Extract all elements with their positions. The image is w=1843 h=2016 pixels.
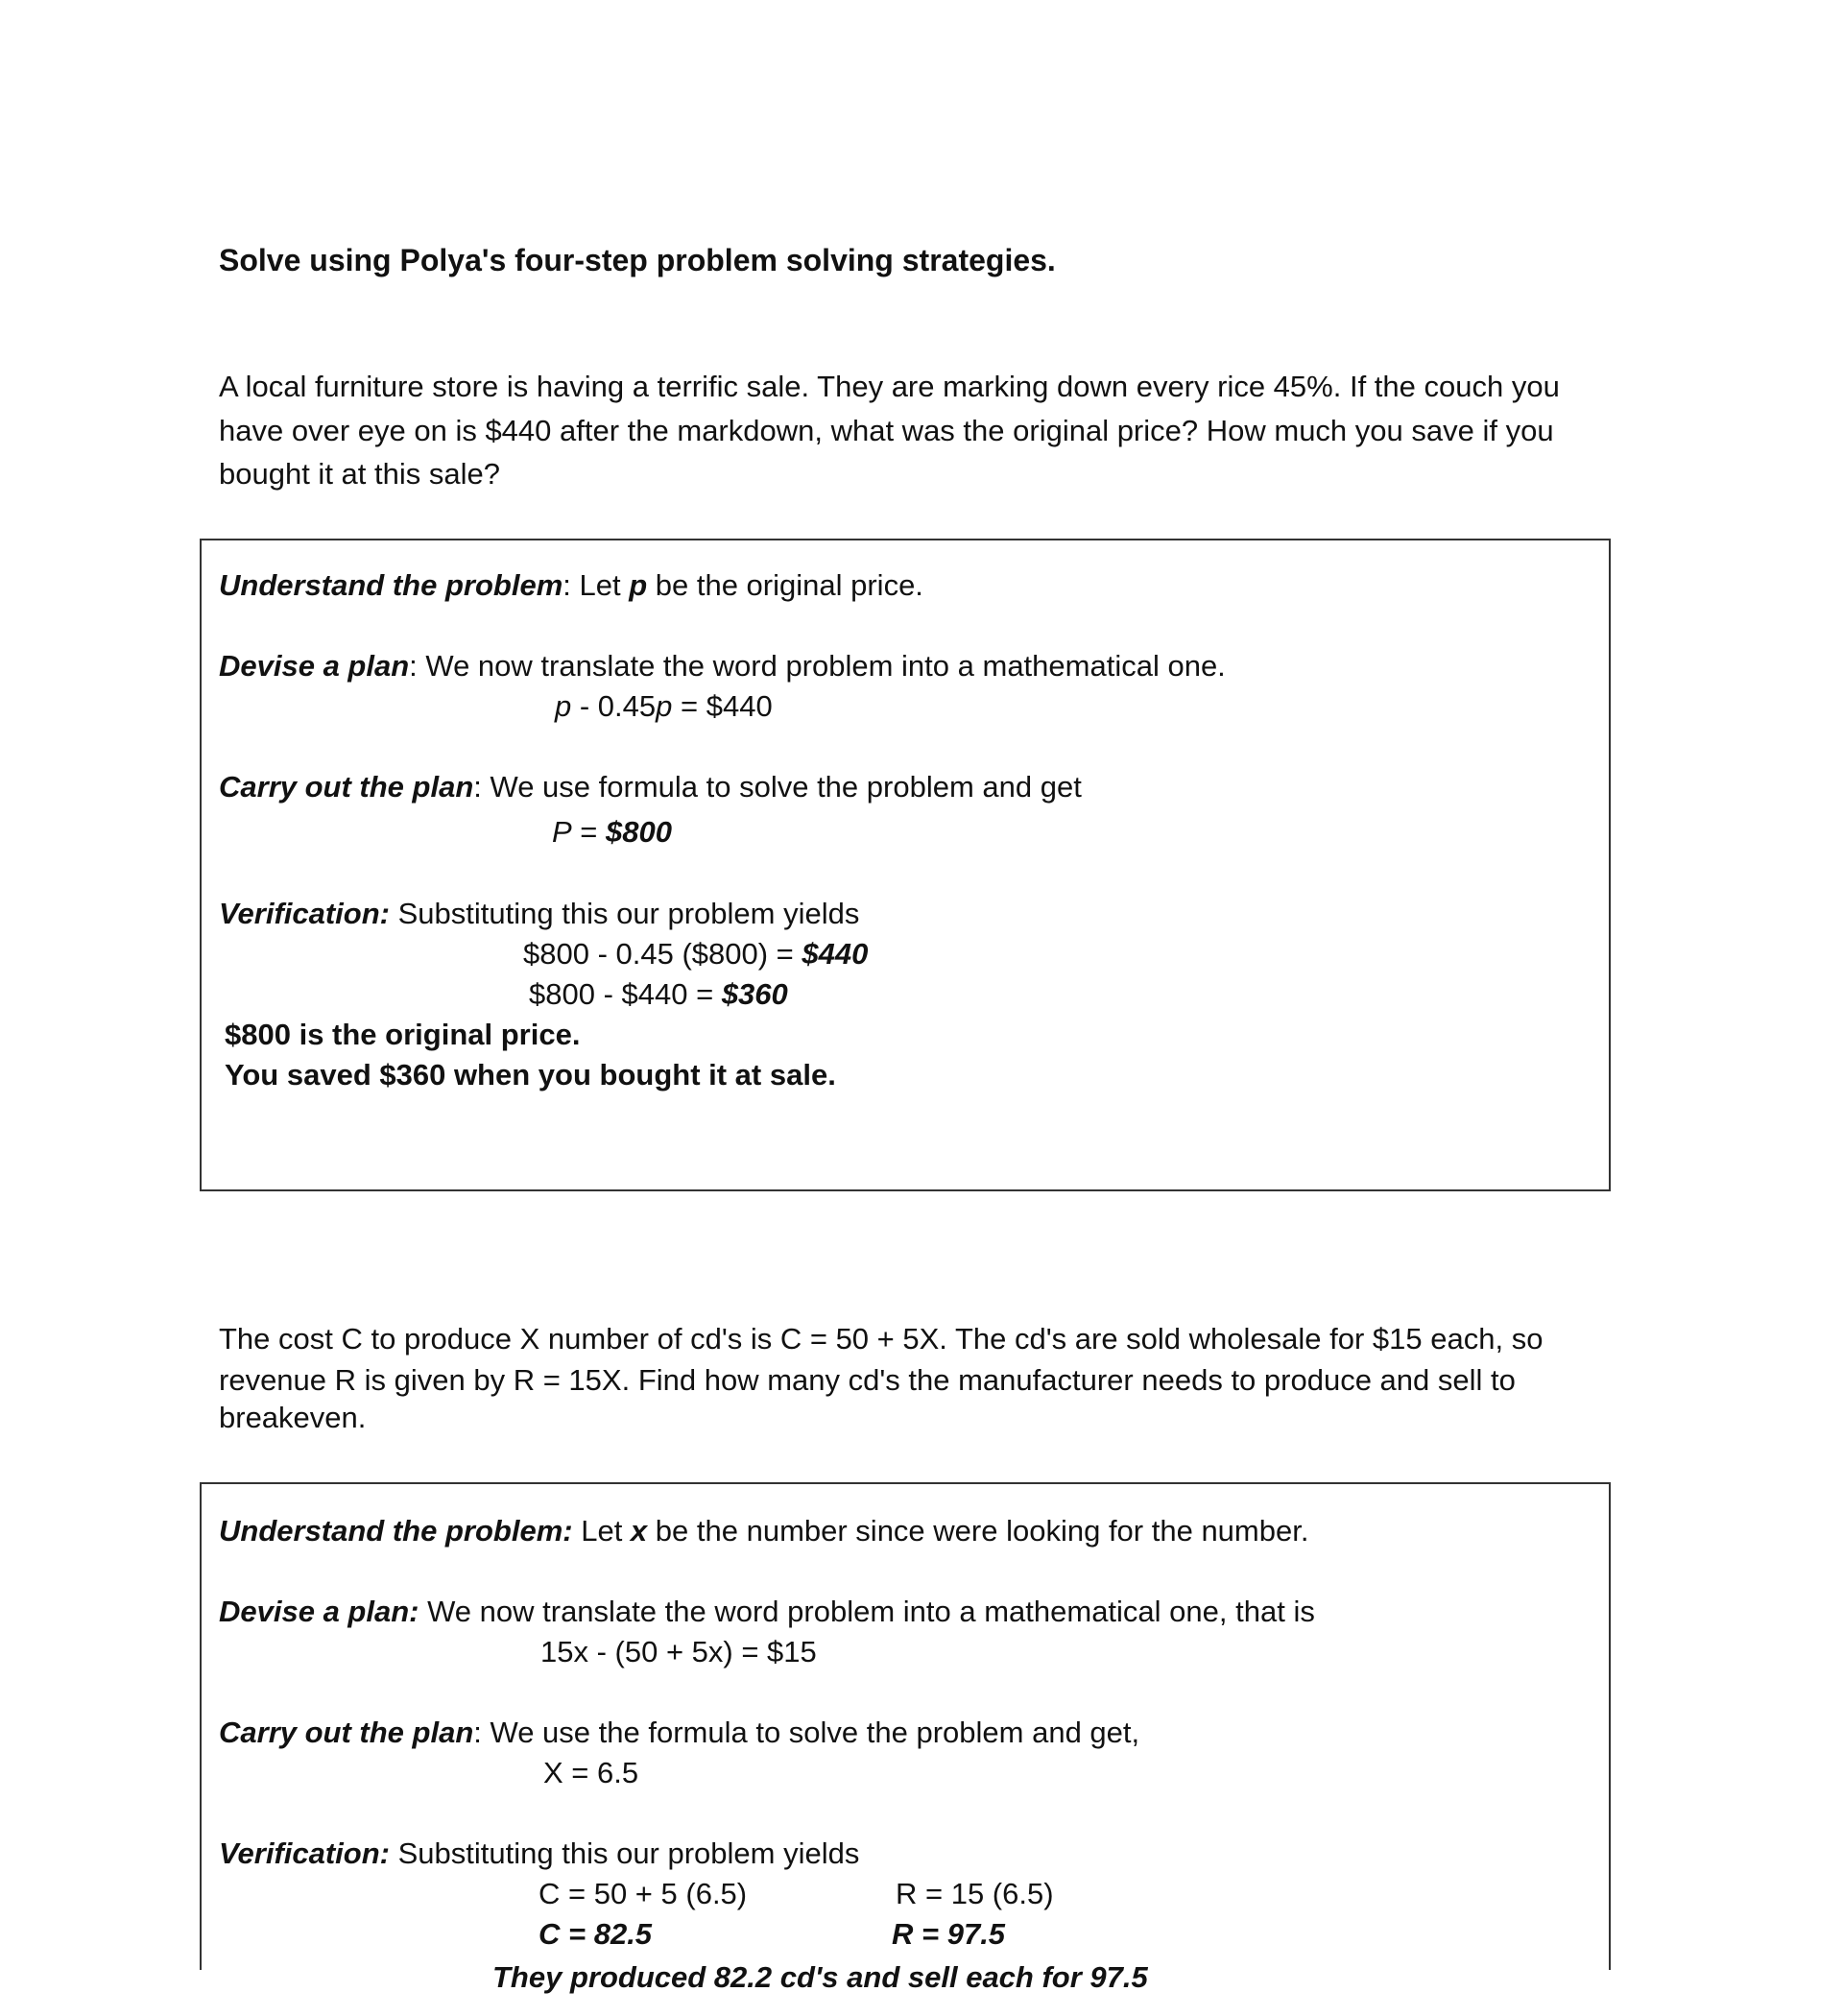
problem-1-statement: [219, 365, 1601, 495]
p2-carry-text: : We use the formula to solve the problem and get,: [473, 1716, 1140, 1749]
p2-devise-row: [219, 1593, 1315, 1631]
p1-devise-text: : We now translate the word problem into a mathematical one.: [409, 649, 1226, 683]
p1-verify-label: Verification:: [219, 897, 390, 930]
problem-2-line: breakeven.: [219, 1401, 367, 1434]
p1-verify-row: [219, 895, 859, 933]
p1-understand-label: Understand the problem: [219, 568, 563, 602]
p1-conclusion-1: $800 is the original price.: [225, 1018, 581, 1051]
p1-verify-expr: $800 - $440 =: [529, 977, 722, 1011]
problem-2-line: The cost C to produce X number of cd's is C = 50 + 5X. The cd's are sold wholesale for $15 each, so: [219, 1322, 1544, 1356]
p2-verify-label: Verification:: [219, 1836, 390, 1870]
p1-devise-equation: [555, 687, 773, 726]
p1-verify-expr: $800 - 0.45 ($800) =: [523, 937, 802, 971]
p2-verify-revenue-value: R = 97.5: [892, 1917, 1006, 1951]
p1-verify-line-2: [529, 975, 788, 1014]
p2-verify-row: [219, 1835, 859, 1873]
p1-result-var: P: [552, 815, 572, 849]
p1-devise-row: [219, 647, 1226, 685]
p2-conclusion: They produced 82.2 cd's and sell each for 97.5: [492, 1960, 1148, 1994]
p1-eq-mid: - 0.45: [571, 689, 657, 723]
p1-eq-rest: = $440: [672, 689, 773, 723]
problem-2-line: revenue R is given by R = 15X. Find how many cd's the manufacturer needs to produce and sell to: [219, 1363, 1516, 1397]
p1-verify-text: Substituting this our problem yields: [390, 897, 860, 930]
p1-devise-label: Devise a plan: [219, 649, 410, 683]
p2-carry-row: [219, 1714, 1139, 1752]
p1-understand-row: [219, 566, 923, 605]
p1-understand-sep: : Let: [562, 568, 630, 602]
page-title: Solve using Polya's four-step problem solving strategies.: [219, 243, 1056, 277]
p1-understand-text: be the original price.: [647, 568, 923, 602]
p2-devise-label: Devise a plan:: [219, 1595, 419, 1628]
p1-verify-value: $360: [721, 977, 788, 1011]
p2-understand-var: x: [630, 1514, 648, 1548]
p1-result-eq: =: [571, 815, 607, 849]
p2-verify-text: Substituting this our problem yields: [390, 1836, 860, 1870]
problem-1-line: have over eye on is $440 after the markdown, what was the original price? How much you save if you: [219, 414, 1554, 447]
p1-carry-row: [219, 768, 1082, 806]
p2-verify-cost-expr: C = 50 + 5 (6.5): [539, 1877, 748, 1910]
p1-result-value: $800: [606, 815, 672, 849]
p1-verify-line-1: [523, 935, 868, 973]
p1-understand-var: p: [629, 568, 648, 602]
p2-understand-row: [219, 1512, 1308, 1550]
p2-understand-text: be the number since were looking for the number.: [647, 1514, 1309, 1548]
p2-carry-result: X = 6.5: [543, 1756, 639, 1789]
problem-2-statement: [219, 1317, 1601, 1435]
problem-1-line: A local furniture store is having a terrific sale. They are marking down every rice 45%. If the couch you: [219, 370, 1560, 403]
problem-1-line: bought it at this sale?: [219, 457, 500, 491]
p1-carry-text: : We use formula to solve the problem and get: [473, 770, 1082, 804]
p2-verify-revenue-expr: R = 15 (6.5): [896, 1877, 1054, 1910]
p2-carry-label: Carry out the plan: [219, 1716, 474, 1749]
p2-devise-text: We now translate the word problem into a mathematical one, that is: [419, 1595, 1315, 1628]
p1-carry-result: [552, 813, 672, 852]
p2-understand-sep: Let: [572, 1514, 631, 1548]
p1-eq-var: p: [555, 689, 572, 723]
p1-carry-label: Carry out the plan: [219, 770, 474, 804]
p2-verify-cost-value: C = 82.5: [539, 1917, 653, 1951]
p1-verify-value: $440: [802, 937, 869, 971]
p1-eq-var: p: [656, 689, 673, 723]
p2-understand-label: Understand the problem:: [219, 1514, 573, 1548]
p2-devise-equation: 15x - (50 + 5x) = $15: [540, 1635, 817, 1668]
p1-conclusion-2: You saved $360 when you bought it at sale.: [225, 1058, 836, 1092]
